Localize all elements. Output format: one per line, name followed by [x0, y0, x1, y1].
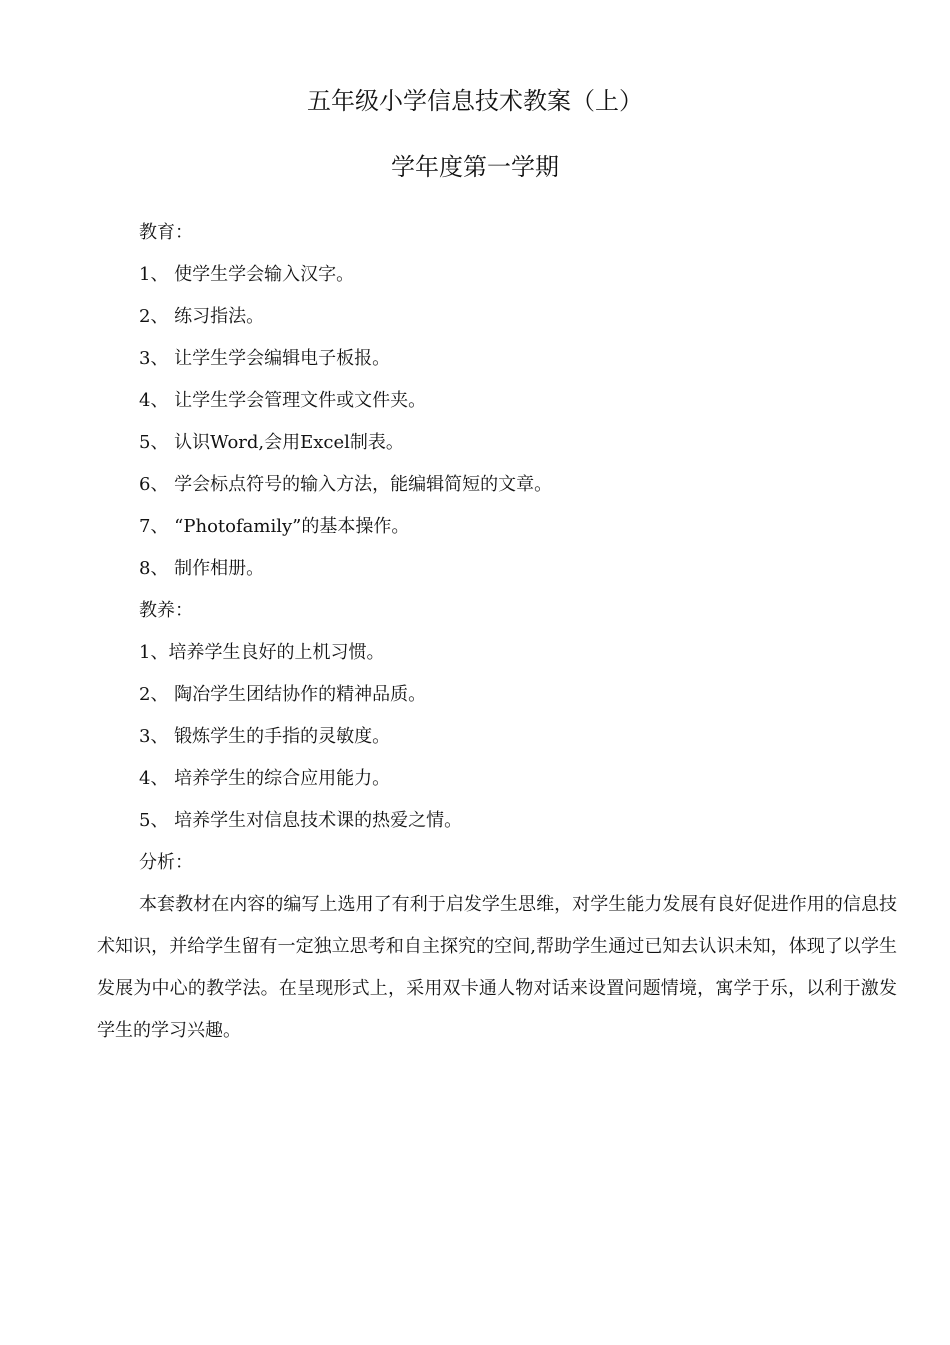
- cultivation-item: 4、 培养学生的综合应用能力。: [139, 768, 391, 789]
- analysis-paragraph: 本套教材在内容的编写上选用了有利于启发学生思维，对学生能力发展有良好促进作用的信息技术知识，并给学生留有一定独立思考和自主探究的空间,帮助学生通过已知去认识未知，体现了以学生发展为中心的教学法。在呈现形式上，采用双卡通人物对话来设置问题情境，寓学于乐，以利于激发学生的学习兴趣。: [97, 894, 897, 1041]
- education-item: 2、 练习指法。: [139, 306, 265, 327]
- cultivation-item: 1、培养学生良好的上机习惯。: [139, 642, 385, 663]
- education-item: 8、 制作相册。: [139, 558, 265, 579]
- cultivation-item: 5、 培养学生对信息技术课的热爱之情。: [139, 810, 463, 831]
- document-title: 五年级小学信息技术教案（上）: [307, 87, 643, 115]
- document-body: [97, 212, 897, 1052]
- section-heading-cultivation: 教养：: [139, 600, 193, 621]
- cultivation-item: 3、 锻炼学生的手指的灵敏度。: [139, 726, 391, 747]
- education-item: 4、 让学生学会管理文件或文件夹。: [139, 390, 427, 411]
- education-item: 3、 让学生学会编辑电子板报。: [139, 348, 391, 369]
- education-item: 5、 认识Word,会用Excel制表。: [139, 432, 404, 453]
- section-heading-education: 教育：: [139, 222, 193, 243]
- section-heading-analysis: 分析：: [139, 852, 193, 873]
- education-item: 6、 学会标点符号的输入方法，能编辑简短的文章。: [139, 474, 553, 495]
- education-item: 1、 使学生学会输入汉字。: [139, 264, 355, 285]
- document-subtitle: 学年度第一学期: [391, 153, 559, 181]
- cultivation-item: 2、 陶冶学生团结协作的精神品质。: [139, 684, 427, 705]
- education-item: 7、 “Photofamily”的基本操作。: [139, 516, 410, 537]
